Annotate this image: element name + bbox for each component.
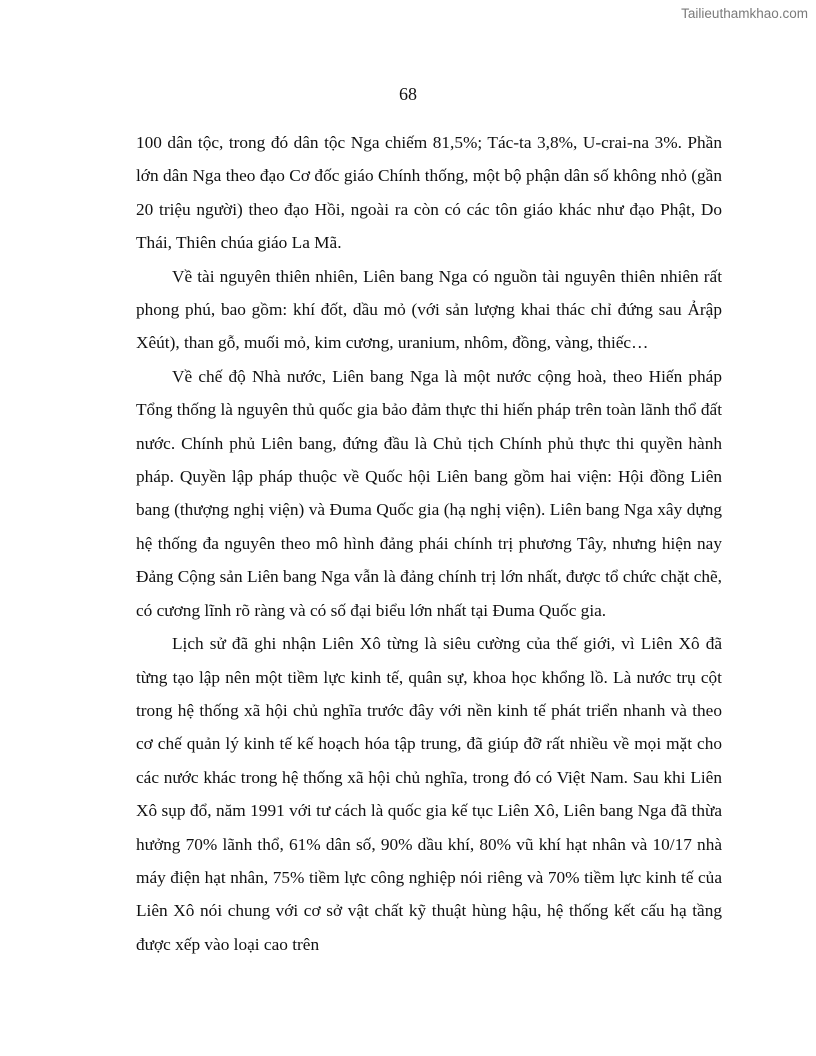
watermark: Tailieuthamkhao.com (681, 6, 808, 21)
paragraph-continuation: 100 dân tộc, trong đó dân tộc Nga chiếm 81,5%; Tác-ta 3,8%, U-crai-na 3%. Phần lớn dân Nga theo đạo Cơ đốc giáo Chính thống, một bộ phận dân số không nhỏ (gần 20 triệu người) theo đạo Hồi, ngoài ra còn có các tôn giáo khác như đạo Phật, Do Thái, Thiên chúa giáo La Mã. (136, 133, 722, 253)
paragraph-natural-resources: Về tài nguyên thiên nhiên, Liên bang Nga có nguồn tài nguyên thiên nhiên rất phong phú, bao gồm: khí đốt, dầu mỏ (với sản lượng khai thác chỉ đứng sau Ảrập Xêút), than gỗ, muối mỏ, kim cương, uranium, nhôm, đồng, vàng, thiếc… (136, 266, 722, 353)
document-body (136, 126, 722, 961)
paragraph-history: Lịch sử đã ghi nhận Liên Xô từng là siêu cường của thế giới, vì Liên Xô đã từng tạo lập nên một tiềm lực kinh tế, quân sự, khoa học khổng lồ. Là nước trụ cột trong hệ thống xã hội chủ nghĩa trước đây với nền kinh tế phát triển nhanh và theo cơ chế quản lý kinh tế kế hoạch hóa tập trung, đã giúp đỡ rất nhiều về mọi mặt cho các nước khác trong hệ thống xã hội chủ nghĩa, trong đó có Việt Nam. Sau khi Liên Xô sụp đổ, năm 1991 với tư cách là quốc gia kế tục Liên Xô, Liên bang Nga đã thừa hưởng 70% lãnh thổ, 61% dân số, 90% dầu khí, 80% vũ khí hạt nhân và 10/17 nhà máy điện hạt nhân, 75% tiềm lực công nghiệp nói riêng và 70% tiềm lực kinh tế của Liên Xô nói chung với cơ sở vật chất kỹ thuật hùng hậu, hệ thống kết cấu hạ tầng được xếp vào loại cao trên (136, 634, 722, 954)
page-number: 68 (399, 84, 417, 104)
paragraph-state-system: Về chế độ Nhà nước, Liên bang Nga là một nước cộng hoà, theo Hiến pháp Tổng thống là nguyên thủ quốc gia bảo đảm thực thi hiến pháp trên toàn lãnh thổ đất nước. Chính phủ Liên bang, đứng đầu là Chủ tịch Chính phủ thực thi quyền hành pháp. Quyền lập pháp thuộc về Quốc hội Liên bang gồm hai viện: Hội đồng Liên bang (thượng nghị viện) và Đuma Quốc gia (hạ nghị viện). Liên bang Nga xây dựng hệ thống đa nguyên theo mô hình đảng phái chính trị phương Tây, nhưng hiện nay Đảng Cộng sản Liên bang Nga vẫn là đảng chính trị lớn nhất, được tổ chức chặt chẽ, có cương lĩnh rõ ràng và có số đại biểu lớn nhất tại Đuma Quốc gia. (136, 366, 722, 620)
